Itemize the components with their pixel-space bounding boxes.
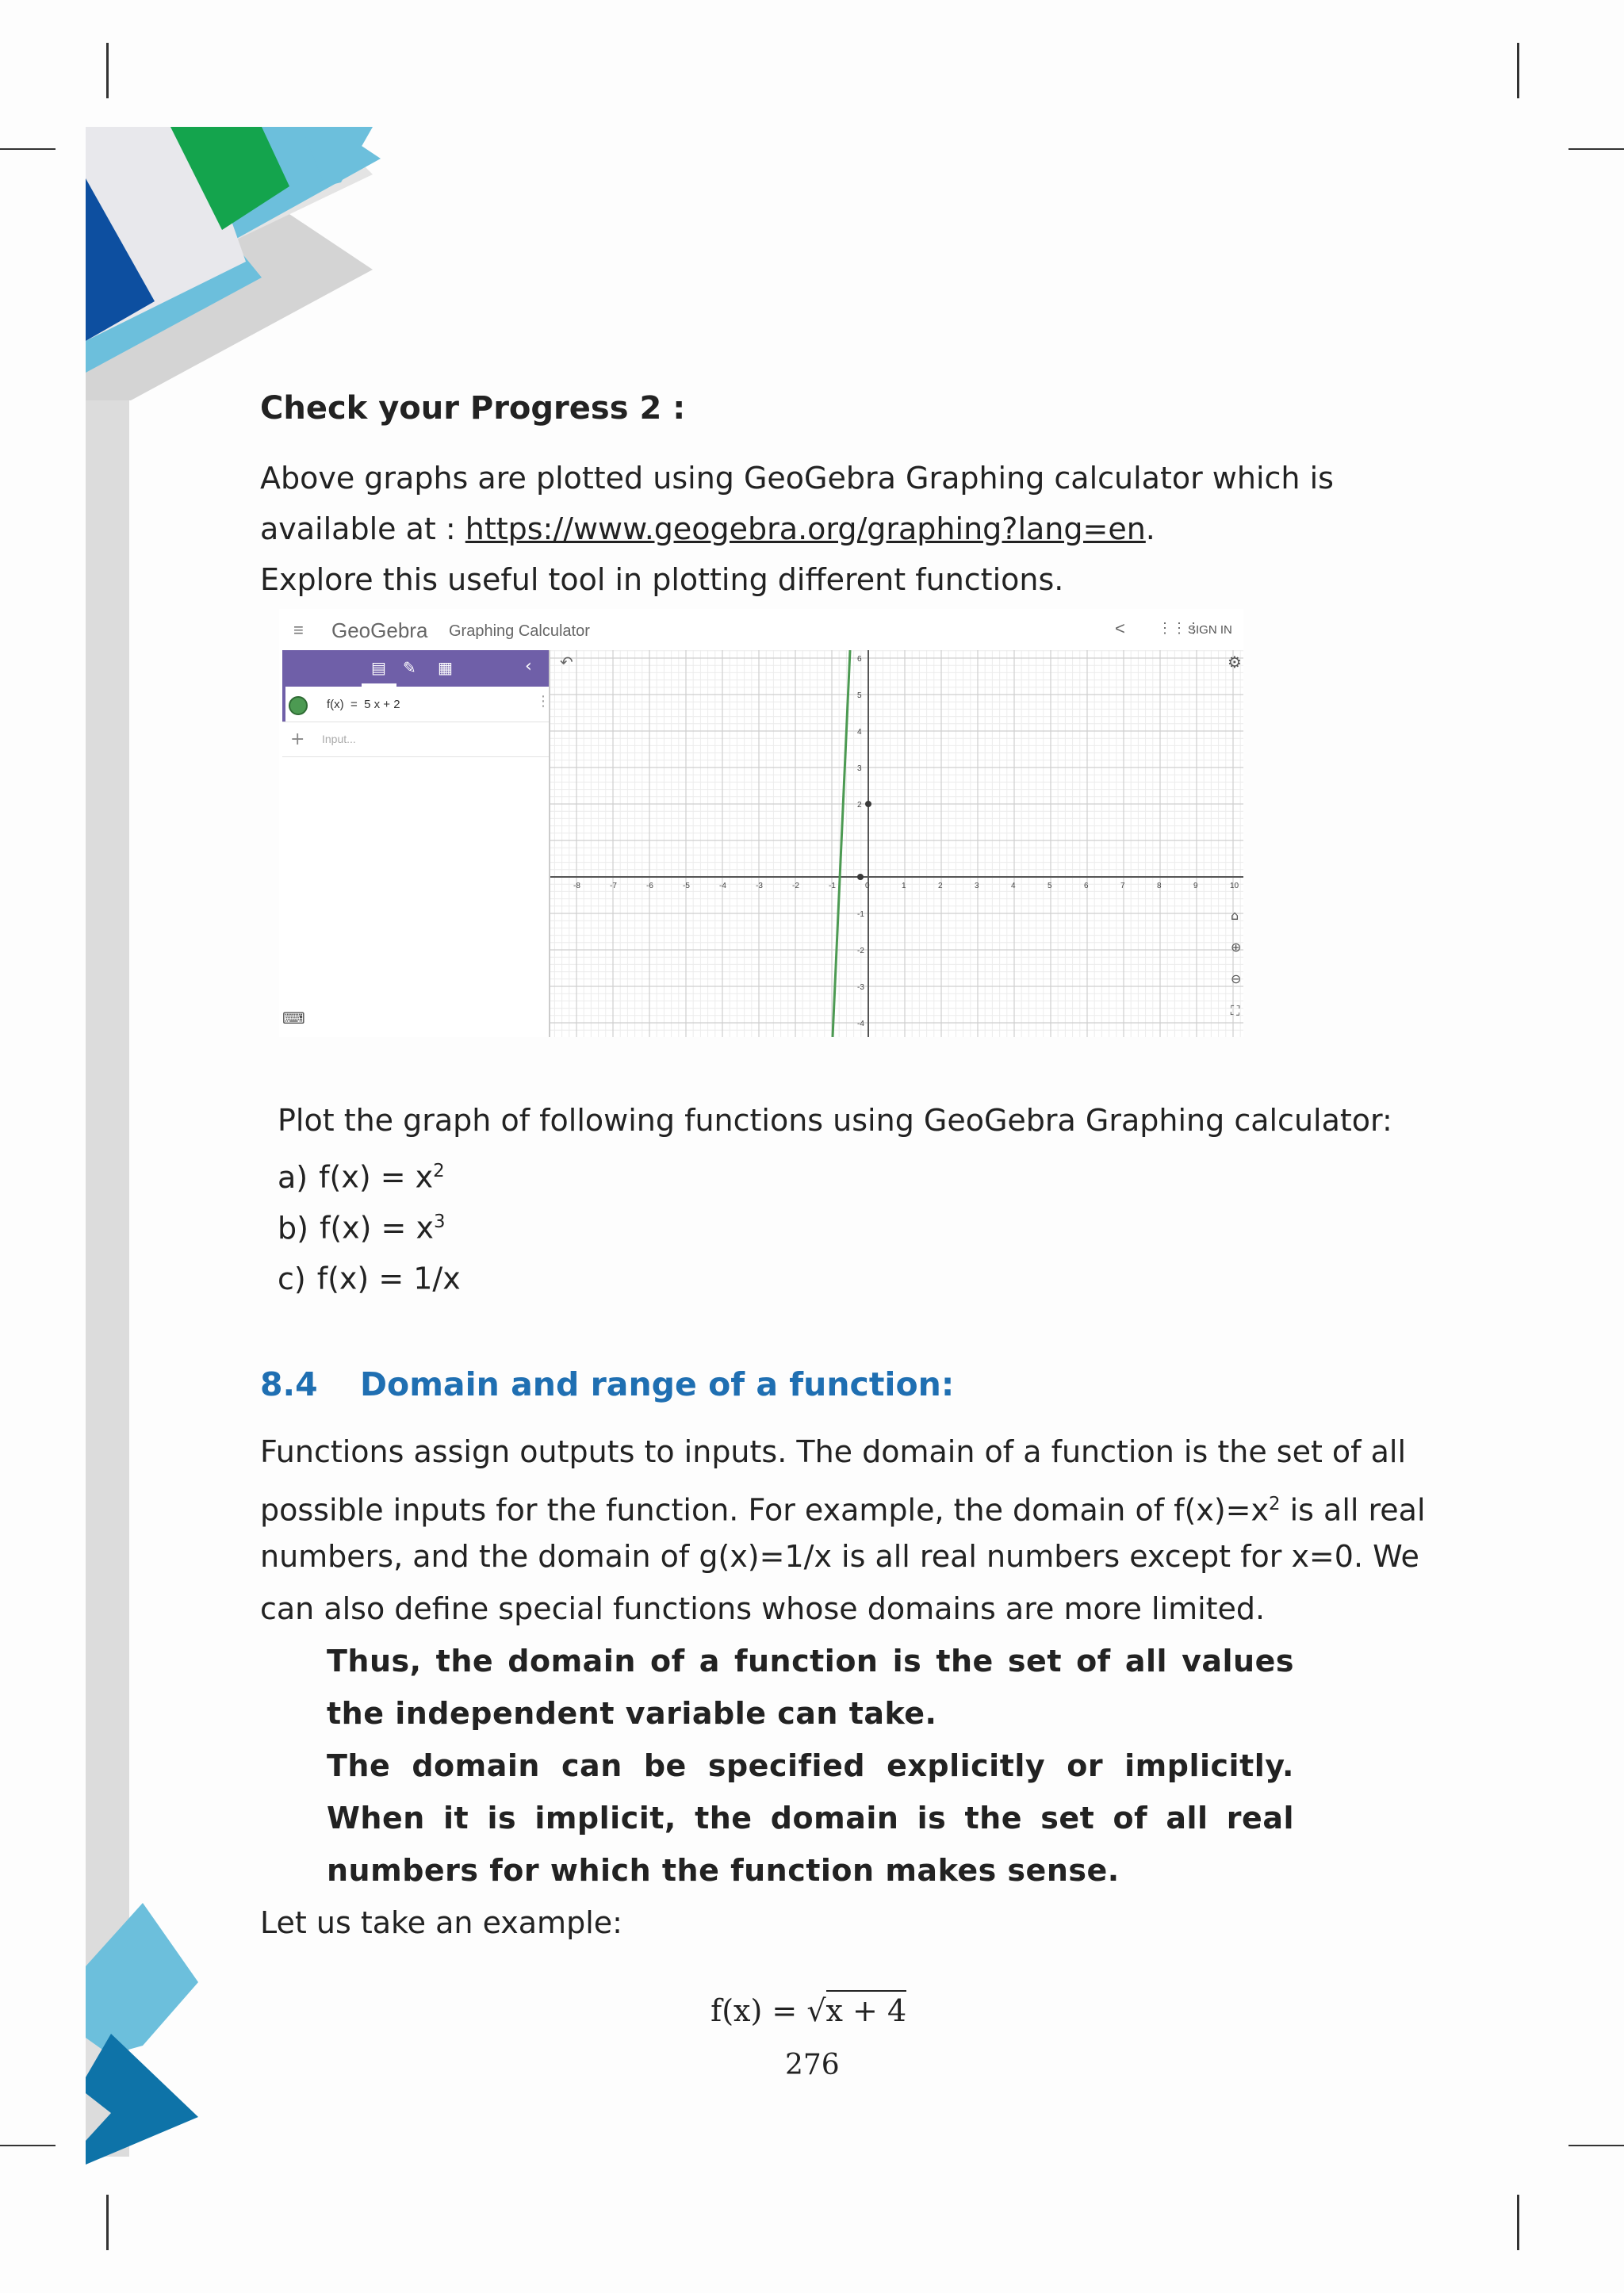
algebra-panel-header	[282, 650, 549, 687]
graph-view	[550, 650, 1243, 1037]
x-tick-label: -3	[756, 882, 763, 890]
geogebra-logo: GeoGebra	[331, 618, 428, 642]
x-tick-label: 4	[1011, 882, 1016, 890]
task-item-label: c)	[278, 1261, 306, 1296]
y-tick-label: 6	[857, 655, 862, 664]
task-item-label: a)	[278, 1159, 308, 1195]
settings-icon[interactable]: ⚙	[1228, 653, 1242, 672]
menu-icon[interactable]: ≡	[293, 620, 304, 640]
tools-icon[interactable]: ✎	[403, 658, 416, 677]
task-intro: Plot the graph of following functions using GeoGebra Graphing calculator:	[278, 1103, 1392, 1138]
y-tick-label: 4	[857, 728, 862, 737]
y-tick-label: -2	[857, 947, 864, 955]
task-item-label: b)	[278, 1210, 308, 1246]
task-item	[278, 1196, 445, 1254]
x-tick-label: 6	[1084, 882, 1089, 890]
intro-line-1: Above graphs are plotted using GeoGebra Graphing calculator which is	[260, 461, 1334, 496]
geogebra-link[interactable]: https://www.geogebra.org/graphing?lang=en	[465, 511, 1146, 546]
crop-mark	[1568, 2145, 1624, 2146]
y-tick-label: -3	[857, 983, 864, 992]
page-margin-strip	[86, 127, 129, 2157]
collapse-panel-icon[interactable]: ‹	[525, 657, 532, 676]
example-formula	[691, 1958, 906, 2028]
crop-mark	[1568, 148, 1624, 150]
fullscreen-icon[interactable]: ⛶	[1231, 1003, 1240, 1018]
y-tick-label: 2	[857, 801, 862, 810]
x-intercept-point[interactable]	[857, 874, 864, 880]
visibility-toggle-icon[interactable]	[289, 696, 308, 715]
crop-mark	[1517, 43, 1519, 98]
table-icon[interactable]: ▦	[438, 658, 453, 677]
x-tick-label: 5	[1048, 882, 1052, 890]
body-line-4: can also define special functions whose domains are more limited.	[260, 1591, 1266, 1626]
x-tick-label: 2	[938, 882, 943, 890]
keyboard-icon[interactable]: ⌨	[282, 1009, 305, 1028]
geogebra-screenshot	[279, 609, 1243, 1037]
task-item-expression: f(x) = x	[319, 1210, 434, 1246]
corner-decoration-bottom	[79, 1895, 206, 2172]
y-tick-label: -4	[857, 1020, 864, 1028]
undo-icon[interactable]: ↶	[560, 653, 573, 672]
crop-mark	[106, 2195, 109, 2250]
body-line-2b: is all real	[1280, 1492, 1426, 1528]
x-tick-label: 1	[902, 882, 906, 890]
task-item-exponent: 2	[433, 1161, 445, 1181]
example-intro: Let us take an example:	[260, 1905, 622, 1940]
geogebra-toolbar	[279, 609, 1243, 650]
y-tick-label: 5	[857, 691, 862, 700]
expression-row[interactable]	[282, 687, 549, 722]
formula-lhs: f(x) =	[710, 1993, 807, 2028]
add-input-icon[interactable]: +	[290, 729, 305, 749]
x-tick-label: -6	[646, 882, 653, 890]
domain-definition: Thus, the domain of a function is the set of all values the independent variable can take.	[327, 1644, 1294, 1731]
section-title: Domain and range of a function:	[360, 1365, 955, 1403]
share-icon[interactable]: <	[1115, 618, 1125, 638]
y-tick-label: -1	[857, 910, 864, 919]
intro-line-2-prefix: available at :	[260, 511, 465, 546]
intro-line-3: Explore this useful tool in plotting different functions.	[260, 562, 1064, 597]
intro-line-2-suffix: .	[1145, 511, 1155, 546]
crop-mark	[1517, 2195, 1519, 2250]
home-icon[interactable]: ⌂	[1231, 908, 1239, 923]
page-number: 276	[785, 2049, 840, 2081]
x-tick-label: -1	[829, 882, 836, 890]
corner-decoration-top	[0, 0, 412, 412]
crop-mark	[0, 2145, 56, 2146]
y-tick-label: 3	[857, 764, 862, 773]
section-number: 8.4	[260, 1365, 318, 1403]
body-line-3: numbers, and the domain of g(x)=1/x is all real numbers except for x=0. We	[260, 1539, 1419, 1574]
intro-line-2	[260, 503, 1155, 555]
body-line-2-sup: 2	[1269, 1494, 1281, 1514]
task-item-exponent: 3	[433, 1212, 446, 1232]
x-tick-label: -2	[792, 882, 799, 890]
input-placeholder[interactable]: Input...	[322, 733, 356, 745]
x-tick-label: -4	[719, 882, 726, 890]
radical-sign: √	[806, 1993, 826, 2028]
task-item	[278, 1145, 445, 1204]
zoom-in-icon[interactable]: ⊕	[1231, 940, 1242, 955]
row-marker	[282, 687, 285, 722]
task-item-expression: f(x) = 1/x	[316, 1261, 461, 1296]
x-tick-label: -8	[573, 882, 580, 890]
input-row[interactable]	[282, 722, 549, 757]
apps-grid-icon[interactable]: ⋮⋮⋮	[1158, 620, 1201, 636]
body-line-2	[260, 1478, 1426, 1537]
x-tick-label: -7	[610, 882, 617, 890]
x-tick-label: 3	[975, 882, 979, 890]
zoom-out-icon[interactable]: ⊖	[1231, 971, 1242, 986]
x-tick-label: 0	[865, 882, 870, 890]
app-title: Graphing Calculator	[449, 622, 590, 640]
task-item-expression: f(x) = x	[319, 1159, 434, 1195]
row-menu-icon[interactable]: ⋮	[536, 693, 550, 710]
check-progress-heading: Check your Progress 2 :	[260, 390, 686, 427]
domain-specification: The domain can be specified explicitly or implicitly. When it is implicit, the domain is the set of all real numbers for which the function makes sense.	[327, 1748, 1294, 1888]
x-tick-label: 10	[1230, 882, 1239, 890]
x-tick-label: -5	[683, 882, 690, 890]
body-line-1: Functions assign outputs to inputs. The domain of a function is the set of all	[260, 1434, 1407, 1469]
x-tick-label: 8	[1157, 882, 1162, 890]
y-intercept-point[interactable]	[865, 801, 871, 807]
calculator-icon[interactable]: ▤	[371, 658, 386, 677]
function-expression[interactable]: f(x) = 5 x + 2	[327, 698, 400, 711]
body-line-2a: possible inputs for the function. For example, the domain of f(x)=x	[260, 1492, 1269, 1528]
x-tick-label: 7	[1120, 882, 1125, 890]
task-item	[278, 1246, 461, 1305]
x-tick-label: 9	[1193, 882, 1198, 890]
formula-radicand: x + 4	[826, 1990, 907, 2028]
algebra-panel	[282, 650, 550, 1037]
sign-in-button[interactable]: SIGN IN	[1188, 623, 1232, 637]
